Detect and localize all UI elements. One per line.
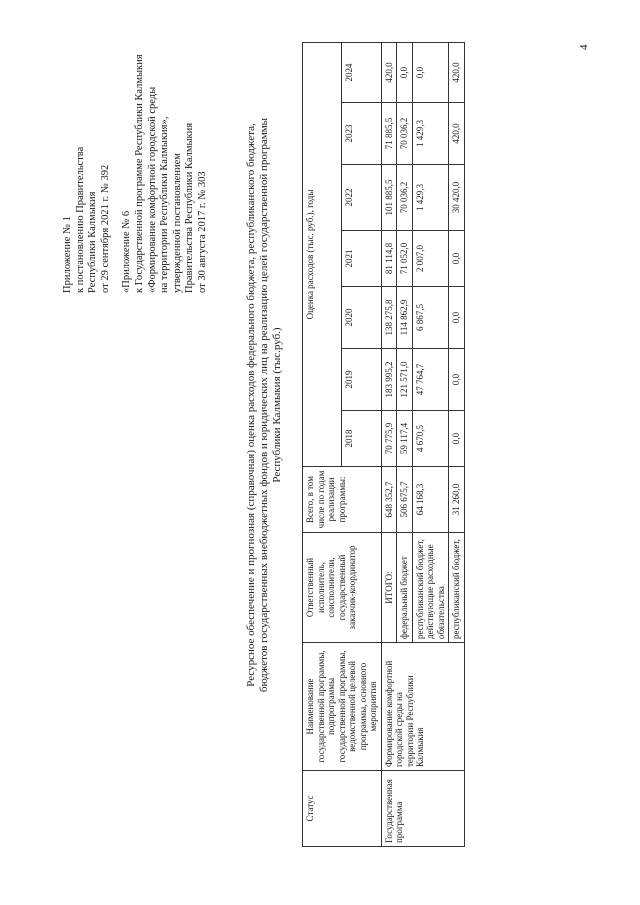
value-cell: 70 036,2 [397,103,413,165]
appendix-line: Приложение № 1 [62,216,73,293]
value-cell: 0,0 [449,231,465,287]
value-cell: 71 052,0 [397,231,413,287]
header-year: 2024 [342,42,381,102]
total-cell: 64 168,3 [412,467,449,533]
value-cell: 71 885,5 [381,103,397,165]
status-cell: Государственная программа [381,771,464,847]
attachment-note [121,3,209,293]
value-cell: 420,0 [449,103,465,165]
value-cell: 6 867,5 [412,287,449,349]
attachment-line: на территории Республики Калмыкия», [159,116,171,293]
table-row [381,42,397,846]
appendix-note [62,3,112,293]
value-cell: 2 007,0 [412,231,449,287]
document-title [245,55,284,755]
header-year: 2023 [342,103,381,165]
header-year: 2021 [342,231,381,287]
total-cell: 31 260,0 [449,467,465,533]
value-cell: 70 775,9 [381,411,397,467]
total-cell: 648 352,7 [381,467,397,533]
header-row [303,42,342,846]
attachment-line: от 30 августа 2017 г. № 303 [196,171,208,293]
value-cell: 0,0 [397,42,413,102]
value-cell: 70 036,2 [397,165,413,231]
value-cell: 121 571,0 [397,349,413,411]
header-year: 2020 [342,287,381,349]
value-cell: 30 420,0 [449,165,465,231]
budget-table [302,42,465,847]
row-label: республиканский бюджет, [449,533,465,643]
appendix-line: от 29 сентября 2021 г. № 392 [99,164,111,293]
row-label: федеральный бюджет [397,533,413,643]
appendix-line: к постановлению Правительства [74,146,86,293]
value-cell: 420,0 [381,42,397,102]
title-line: Ресурсное обеспечение и прогнозная (справочная) оценка расходов федерального бюджета, республиканского бюджета, [245,123,257,687]
attachment-line: «Формирование комфортной городской среды [146,86,158,293]
header-year: 2022 [342,165,381,231]
value-cell: 183 995,2 [381,349,397,411]
header-responsible: Ответственный исполнитель, соисполнители, государственный заказчик-координатор [303,533,382,643]
header-year: 2019 [342,349,381,411]
title-line: бюджетов государственных внебюджетных фондов и юридических лиц на реализацию целей государственной программы [258,117,270,693]
row-label: ИТОГО: [381,533,397,643]
header-total: Всего, в том числе по годам реализации программы: [303,467,382,533]
title-line: Республики Калмыкия (тыс.руб.) [271,327,283,483]
attachment-line: «Приложение № 6 [121,210,133,293]
value-cell: 138 275,8 [381,287,397,349]
header-estimate: Оценка расходов (тыс. руб.), годы [303,42,342,466]
value-cell: 59 117,4 [397,411,413,467]
value-cell: 0,0 [449,287,465,349]
program-name-cell: Формирование комфортной городской среды на территории Республики Калмыкия [381,643,464,771]
total-cell: 506 675,7 [397,467,413,533]
value-cell: 47 764,7 [412,349,449,411]
value-cell: 0,0 [412,42,449,102]
value-cell: 420,0 [449,42,465,102]
header-status: Статус [303,771,382,847]
header-name: Наименование государственной программы, подпрограммы государственной программы, ведомственной целевой программы, основного мероприятия [303,643,382,771]
attachment-line: утвержденной постановлением [171,153,183,293]
value-cell: 1 429,3 [412,103,449,165]
value-cell: 4 670,5 [412,411,449,467]
value-cell: 101 885,5 [381,165,397,231]
appendix-line: Республики Калмыкия [87,191,99,293]
attachment-line: Правительства Республики Калмыкия [184,122,196,293]
attachment-line: к Государственной программе Республики Калмыкия [133,54,145,293]
value-cell: 1 429,3 [412,165,449,231]
value-cell: 0,0 [449,411,465,467]
value-cell: 114 862,9 [397,287,413,349]
value-cell: 81 114,8 [381,231,397,287]
header-year: 2018 [342,411,381,467]
approval-block [62,3,219,293]
page-number: 4 [578,44,590,50]
row-label: республиканский бюджет, действующие расходные обязательства [412,533,449,643]
value-cell: 0,0 [449,349,465,411]
